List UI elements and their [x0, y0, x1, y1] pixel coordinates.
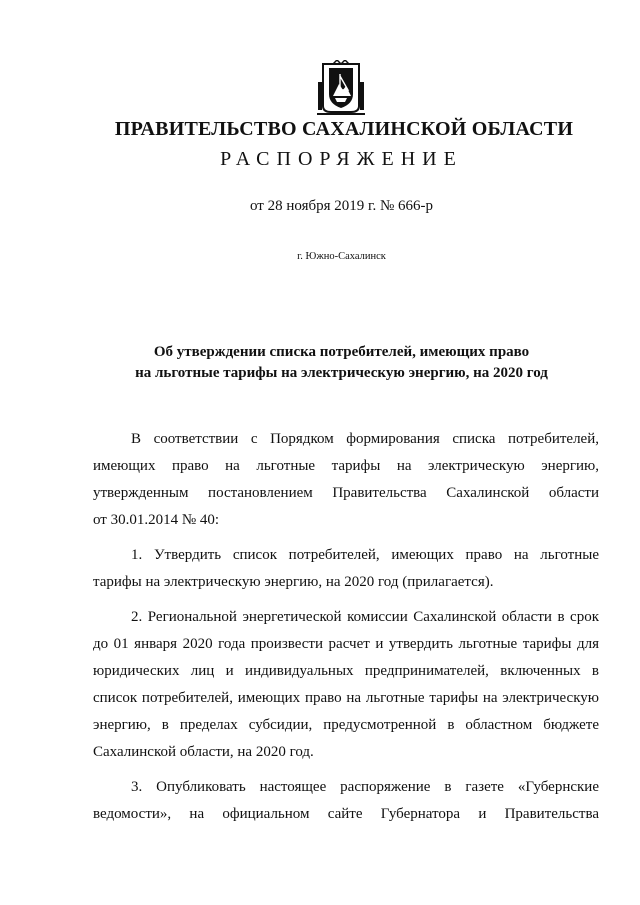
- body-line: В соответствии с Порядком формирования списка потребителей,: [131, 431, 599, 447]
- body-line: юридических лиц и индивидуальных предпринимателей, включенных в: [93, 663, 599, 679]
- body-line: 1. Утвердить список потребителей, имеющих право на льготные: [131, 547, 599, 563]
- paragraph-item-2: [93, 604, 599, 766]
- paragraph-item-3: [93, 774, 599, 828]
- coat-of-arms-emblem: [317, 60, 365, 116]
- body-line: ведомости», на официальном сайте Губернатора и Правительства: [93, 806, 599, 822]
- subject-line-1: Об утверждении списка потребителей, имеющих право: [153, 344, 530, 360]
- body-line: имеющих право на льготные тарифы на электрическую энергию,: [93, 458, 599, 474]
- subject-line-2: на льготные тарифы на электрическую энергию, на 2020 год: [135, 365, 548, 381]
- document-place: г. Южно-Сахалинск: [297, 251, 386, 262]
- body-line: список потребителей, имеющих право на льготные тарифы на электрическую: [93, 690, 599, 706]
- government-title: ПРАВИТЕЛЬСТВО САХАЛИНСКОЙ ОБЛАСТИ: [114, 118, 574, 140]
- document-subject: [0, 342, 640, 384]
- document-body: [93, 426, 599, 836]
- paragraph-preamble: [93, 426, 599, 534]
- body-line: 3. Опубликовать настоящее распоряжение в газете «Губернские: [131, 779, 599, 795]
- body-line: от 30.01.2014 № 40:: [93, 512, 220, 528]
- body-line: утвержденным постановлением Правительства Сахалинской области: [93, 485, 599, 501]
- body-line: Сахалинской области, на 2020 год.: [93, 744, 314, 760]
- coat-of-arms-icon: [317, 60, 365, 116]
- body-line: до 01 января 2020 года произвести расчет и утвердить льготные тарифы для: [93, 636, 599, 652]
- body-line: энергию, в пределах субсидии, предусмотренной в областном бюджете: [93, 717, 599, 733]
- document-date-number: от 28 ноября 2019 г. № 666-р: [249, 198, 434, 214]
- body-line: тарифы на электрическую энергию, на 2020 год (прилагается).: [93, 574, 494, 590]
- document-type: РАСПОРЯЖЕНИЕ: [220, 148, 463, 170]
- body-line: 2. Региональной энергетической комиссии Сахалинской области в срок: [131, 609, 599, 625]
- paragraph-item-1: [93, 542, 599, 596]
